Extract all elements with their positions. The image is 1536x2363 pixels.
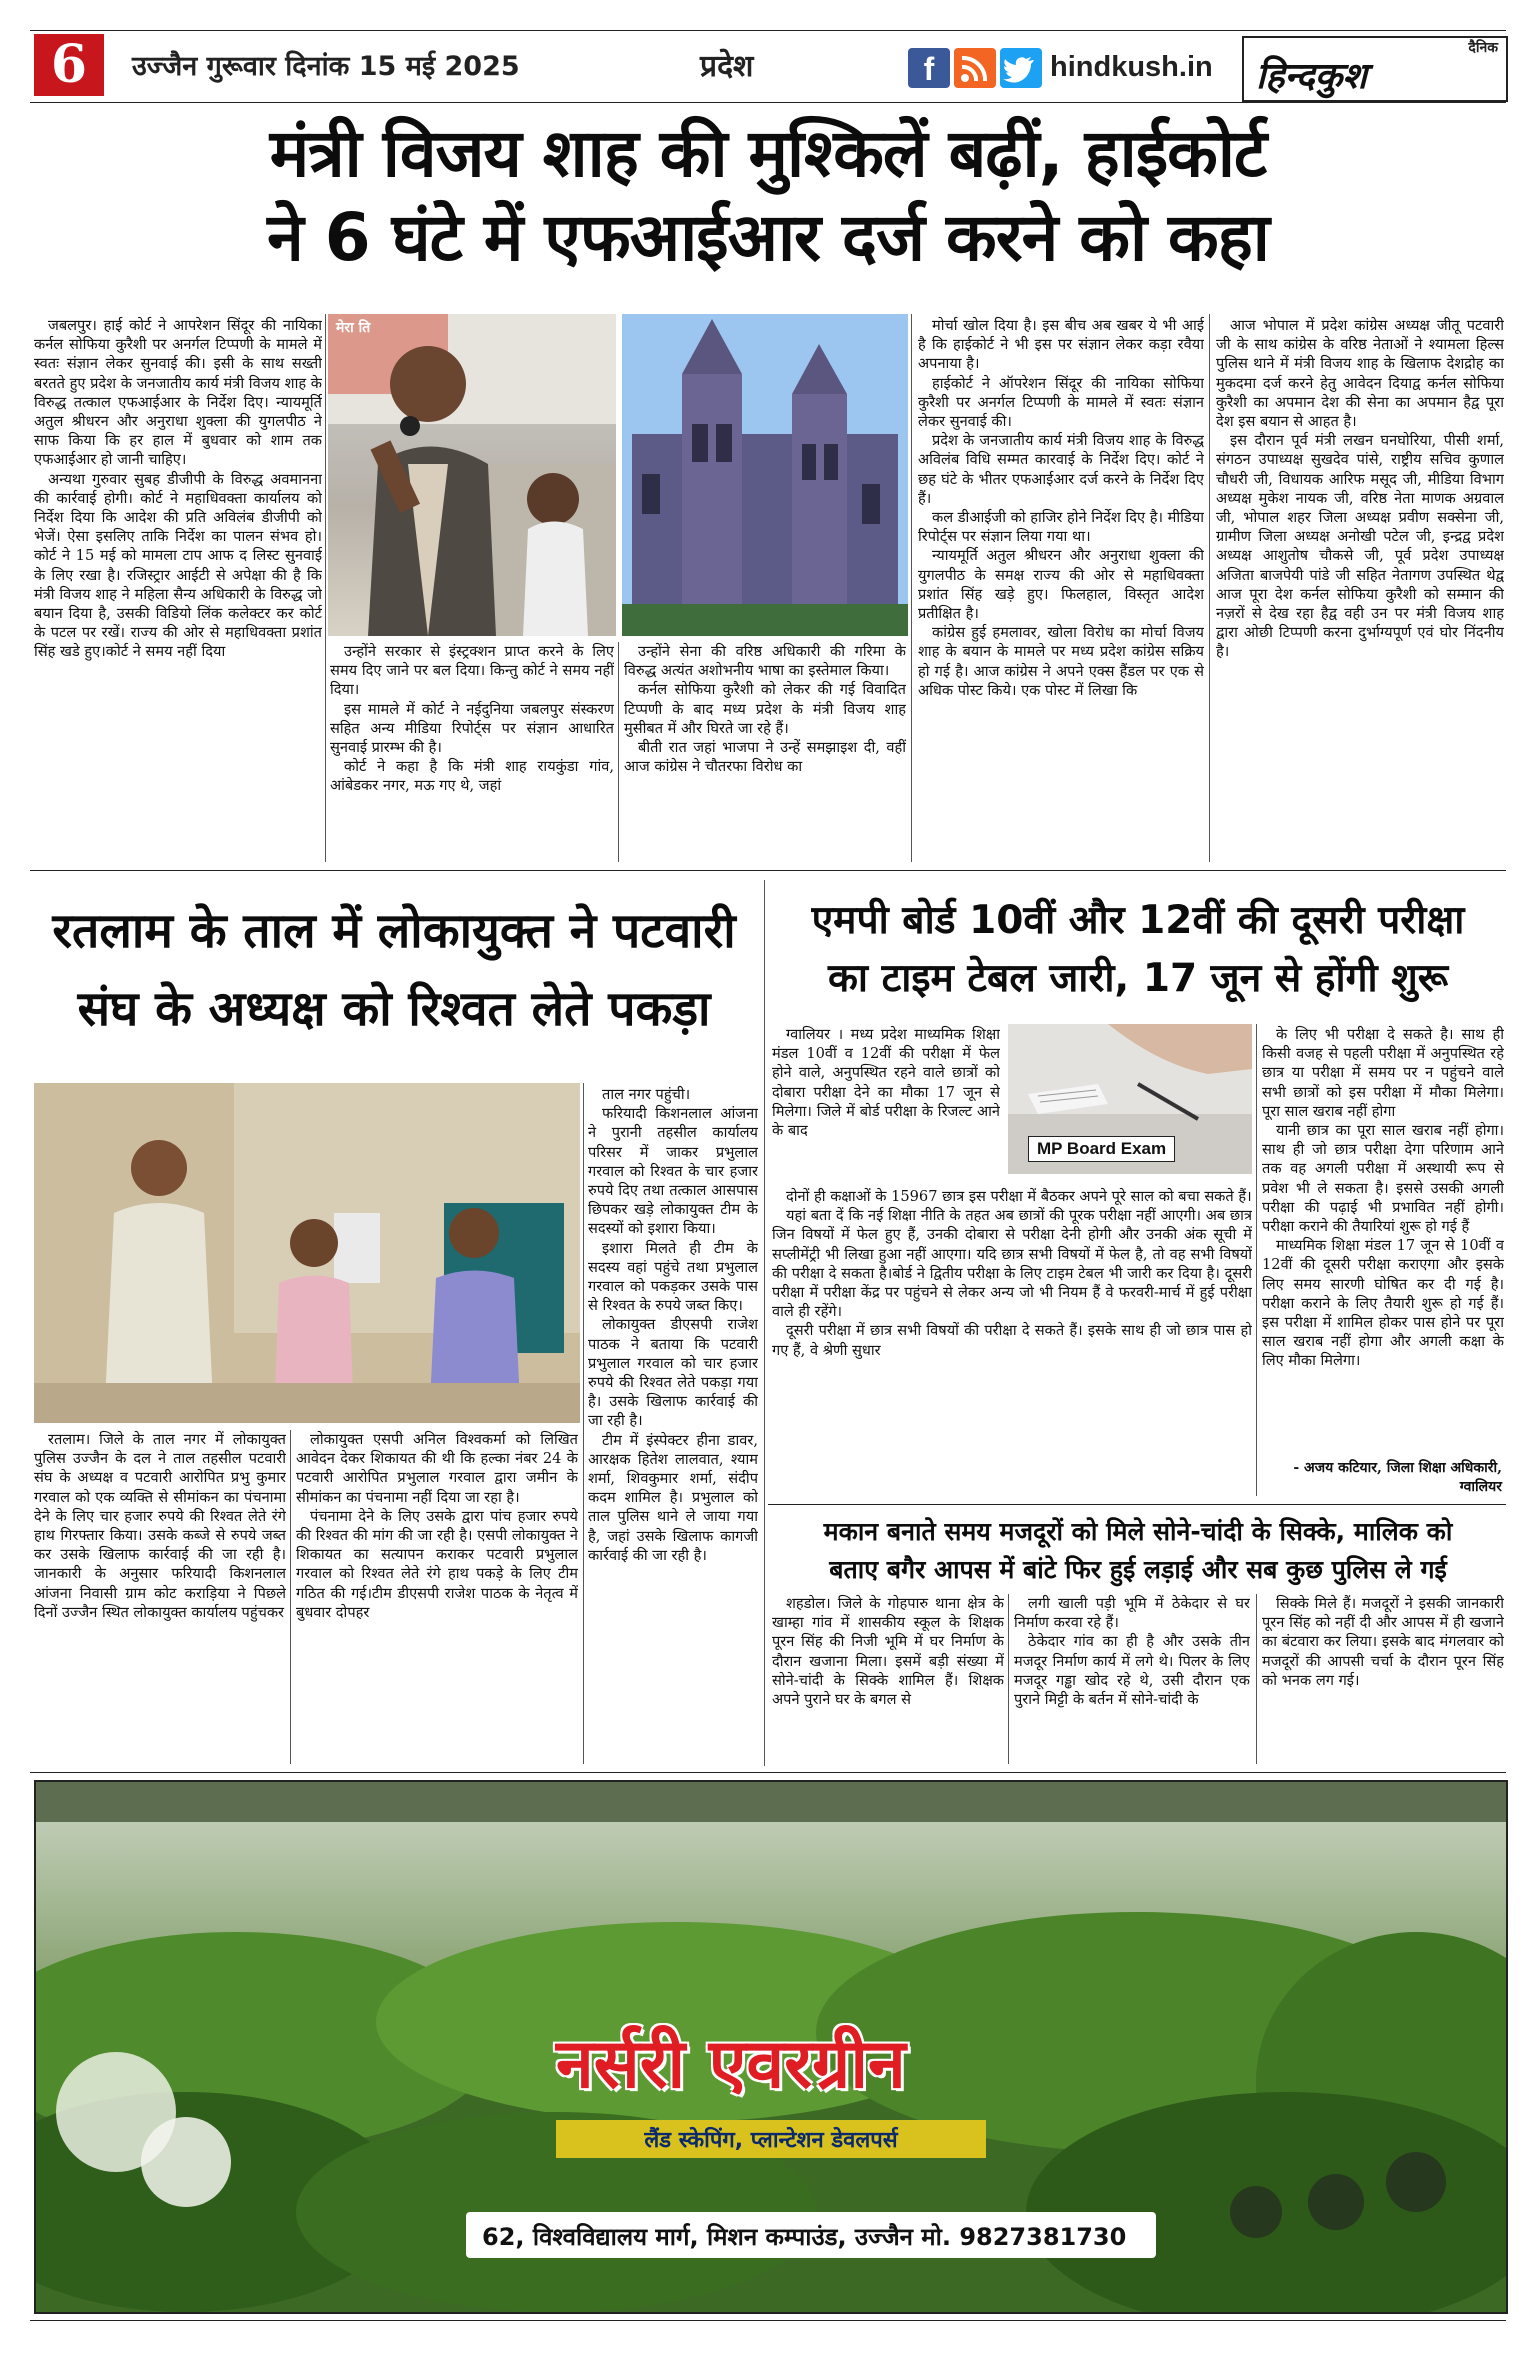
story2-col3-para: लोकायुक्त डीएसपी राजेश पाठक ने बताया कि पटवारी प्रभुलाल गरवाल को चार हजार रुपये की रिश्वत लेते पकड़ा गया है। उसके खिलाफ कार्रवाई की जा रही है।	[588, 1316, 758, 1430]
story1-col1-para: अन्यथा गुरुवार सुबह डीजीपी के विरुद्ध अवमानना की कार्रवाई होगी। कोर्ट ने महाधिवक्ता कार्यालय को निर्देश दिया कि आदेश की प्रति अविलंब डीजीपी को भेजें। ऐसा इसलिए ताकि निर्देश का पालन संभव हो। कोर्ट ने 15 मई को मामला टाप आफ द लिस्ट सुनवाई के लिए रखा है। रजिस्ट्रार आईटी से अपेक्षा की है कि मंत्री विजय शाह ने महिला सैन्य अधिकारी के विरुद्ध जो बयान दिया है, उसकी विडियो लिंक कलेक्टर कर कोर्ट के पटल पर रखें। राज्य की ओर से महाधिवक्ता प्रशांत सिंह खडे हुए।कोर्ट ने समय नहीं दिया	[34, 470, 322, 661]
story2-col3-para: फरियादी किशनलाल आंजना ने पुरानी तहसील कार्यालय परिसर में जाकर प्रभुलाल गरवाल को रिश्वत के चार हजार रुपये दिए तथा तत्काल आसपास छिपकर खड़े लोकायुक्त टीम के सदस्यों को इशारा किया।	[588, 1105, 758, 1238]
high-court-photo	[622, 314, 908, 636]
section-name: प्रदेश	[700, 49, 754, 84]
website-url[interactable]: hindkush.in	[1050, 51, 1213, 83]
story3-col3-para: माध्यमिक शिक्षा मंडल 17 जून से 10वीं व 12वीं की दूसरी परीक्षा कराएगा और इसके लिए समय सारणी घोषित कर दी गई है। परीक्षा कराने के लिए तैयारी शुरू हो गई हैं। इस परीक्षा में शामिल होकर पास होने पर पूरा साल खराब नहीं होगा और अगली कक्षा के लिए मौका मिलेगा।	[1262, 1237, 1504, 1370]
story3-headline-line2: का टाइम टेबल जारी, 17 जून से होंगी शुरू	[827, 956, 1449, 1001]
story2-headline-line2: संघ के अध्यक्ष को रिश्वत लेते पकड़ा	[77, 981, 711, 1037]
story4-headline	[772, 1513, 1504, 1589]
story4-headline-line1: मकान बनाते समय मजदूरों को मिले सोने-चांदी के सिक्के, मालिक को	[823, 1517, 1453, 1546]
paper-logo	[1242, 36, 1508, 102]
story3-column-wide	[772, 1187, 1252, 1494]
story1-col1-para: जबलपुर। हाई कोर्ट ने आपरेशन सिंदूर की नायिका कर्नल सोफिया कुरैशी पर अनर्गल टिप्पणी के मामले में स्वतः संज्ञान लेकर सुनवाई की। इसी के साथ सख्ती बरतते हुए प्रदेश के जनजातीय कार्य मंत्री विजय शाह के विरुद्ध तत्काल एफआईआर के निर्देश दिए। न्यायमूर्ति अतुल श्रीधरन और अनुराधा शुक्ला की युगलपीठ ने साफ किया कि हर हाल में बुधवार को शाम तक एफआईआर हो जानी चाहिए।	[34, 317, 322, 469]
story1-col2-para: इस मामले में कोर्ट ने नईदुनिया जबलपुर संस्करण सहित अन्य मीडिया रिपोर्ट्स पर संज्ञान आधारित सुनवाई प्रारम्भ की है।	[330, 700, 614, 757]
story2-col3-para: ताल नगर पहुंची।	[602, 1086, 691, 1103]
ad-address: 62, विश्वविद्यालय मार्ग, मिशन कम्पाउंड, उज्जैन मो. 9827381730	[482, 2223, 1127, 2251]
story3-col3-para: यानी छात्र का पूरा साल खराब नहीं होगा। साथ ही जो छात्र परीक्षा देगा परिणाम आने तक वह अगली परीक्षा में अस्थायी रूप से प्रवेश भी ले सकता है। इससे उसकी अगली परीक्षा की पढ़ाई भी प्रभावित नहीं होगी। परीक्षा कराने की तैयारियां शुरू हो गई हैं	[1262, 1122, 1504, 1236]
story3-wide-para: यहां बता दें कि नई शिक्षा नीति के तहत अब छात्रों की पूरक परीक्षा नहीं आएगी। अब छात्र जिन विषयों में फेल हुए हैं, उनकी दोबारा से परीक्षा देनी होगी और उनकी अंक सूची में सप्लीमेंट्री भी लिखा हुआ नहीं आएगा। यदि छात्र सभी विषयों में फेल है, तो वह सभी विषयों की परीक्षा दे सकता है।बोर्ड ने द्वितीय परीक्षा के लिए टाइम टेबल भी जारी कर दिया है। दूसरी परीक्षा में परीक्षा केंद्र पर पहुंचने से लेकर अन्य जो भी नियम हैं वे फरवरी-मार्च में हुई परीक्षा वाले ही रहेंगे।	[772, 1207, 1252, 1321]
ad-title: नर्सरी एवरग्रीन	[556, 2025, 906, 2104]
story1-col4-para: न्यायमूर्ति अतुल श्रीधरन और अनुराधा शुक्ला की युगलपीठ के समक्ष राज्य की ओर से महाधिवक्ता प्रशांत सिंह खड़े हुए। फिलहाल, विस्तृत आदेश प्रतीक्षित है।	[918, 547, 1204, 623]
story2-column-2	[296, 1430, 578, 1764]
story1-col4-para: हाईकोर्ट ने ऑपरेशन सिंदूर की नायिका सोफिया कुरैशी पर अनर्गल टिप्पणी के मामले में स्वतः संज्ञान लेकर सुनवाई की।	[918, 374, 1204, 431]
story4-col3-para: सिक्के मिले हैं। मजदूरों ने इसकी जानकारी पूरन सिंह को नहीं दी और आपस में ही खजाने का बंटवारा कर लिया। इसके बाद मंगलवार को मजदूरों की आपसी चर्चा के दौरान पूरन सिंह को भनक लग गई।	[1262, 1595, 1504, 1689]
photo-banner-text: मेरा ति	[336, 320, 371, 336]
story1-col4-para: प्रदेश के जनजातीय कार्य मंत्री विजय शाह के विरुद्ध अविलंब विधि सम्मत कारवाई के निर्देश दिए। कोर्ट ने छह घंटे के भीतर एफआईआर दर्ज करने के निर्देश दिए हैं।	[918, 432, 1204, 507]
story1-headline-line1: मंत्री विजय शाह की मुश्किलें बढ़ीं, हाईकोर्ट	[269, 115, 1267, 192]
story3-column-1-top	[772, 1025, 1000, 1187]
story1-headline	[40, 112, 1496, 280]
story1-col5-para: इस दौरान पूर्व मंत्री लखन घनघोरिया, पीसी शर्मा, संगठन उपाध्यक्ष सुखदेव पांसे, राष्ट्रीय सचिव कुणाल चौधरी जी, विधायक आरिफ मसूद जी, मीडिया विभाग अध्यक्ष मुकेश नायक जी, वरिष्ठ नेता माणक अग्रवाल जी, भोपाल शहर जिला अध्यक्ष प्रवीण सक्सेना जी, ग्रामीण जिला अध्यक्ष अनोखी पटेल जी, इन्द्रद्व प्रदेश अध्यक्ष आशुतोष चौकसे जी, पूर्व प्रदेश उपाध्यक्ष अजिता बाजपेयी पांडे जी सहित नेतागण उपस्थित थेद्व आज पूरा देश कर्नल सोफिया कुरैशी को सम्मान की नज़रों से देख रहा हैद्व वही उन पर मंत्री विजय शाह द्वारा ओछी टिप्पणी करना दुर्भाग्यपूर्ण एवं घोर निंदनीय है।	[1216, 432, 1504, 661]
story3-headline	[772, 892, 1504, 1008]
story3-wide-para: दोनों ही कक्षाओं के 15967 छात्र इस परीक्षा में बैठकर अपने पूरे साल को बचा सकते हैं।	[786, 1188, 1252, 1205]
story1-col2-para: उन्होंने सरकार से इंस्ट्रक्शन प्राप्त करने के लिए समय दिए जाने पर बल दिया। किन्तु कोर्ट ने समय नहीं दिया।	[330, 643, 614, 699]
story1-col2-para: कोर्ट ने कहा है कि मंत्री शाह रायकुंडा गांव, आंबेडकर नगर, मऊ गए थे, जहां	[330, 758, 614, 795]
story4-col2-para: लगी खाली पड़ी भूमि में ठेकेदार से घर निर्माण करवा रहे हैं।	[1014, 1595, 1250, 1632]
story2-col3-para: टीम में इंस्पेक्टर हीना डावर, आरक्षक हितेश लालवात, श्याम शर्मा, शिवकुमार शर्मा, संदीप कदम शामिल है। प्रभुलाल को ताल पुलिस थाने ले जाया गया है, जहां उसके खिलाफ कागजी कार्रवाई की जा रही है।	[588, 1431, 758, 1564]
story4-headline-line2: बताए बगैर आपस में बांटे फिर हुई लड़ाई और सब कुछ पुलिस ले गई	[829, 1555, 1447, 1584]
story1-col3-para: उन्होंने सेना की वरिष्ठ अधिकारी की गरिमा के विरुद्ध अत्यंत अशोभनीय भाषा का इस्तेमाल किया।	[624, 643, 906, 680]
paper-name: हिन्दकुश	[1256, 55, 1367, 97]
page-number: 6	[34, 34, 104, 96]
story1-col3-para: कर्नल सोफिया कुरैशी को लेकर की गई विवादित टिप्पणी के बाद मध्य प्रदेश के मंत्री विजय शाह मुसीबत में और घिरते जा रहे हैं।	[624, 681, 906, 737]
story1-col3-para: बीती रात जहां भाजपा ने उन्हें समझाइश दी, वहीं आज कांग्रेस ने चौतरफा विरोध का	[624, 739, 906, 776]
story2-col2-para: पंचनामा देने के लिए उसके द्वारा पांच हजार रुपये की रिश्वत की मांग की जा रही है। एसपी लोकायुक्त ने शिकायत का सत्यापन कराकर पटवारी प्रभुलाल गरवाल को रिश्वत लेते रंगे हाथ पकड़े के लिए टीम गठित की गई।टीम डीएसपी राजेश पाठक के नेतृत्व में बुधवार दोपहर	[296, 1507, 578, 1621]
story1-col4-para: कल डीआईजी को हाजिर होने निर्देश दिए है। मीडिया रिपोर्ट्स पर संज्ञान लिया गया था।	[918, 509, 1204, 546]
story2-col2-para: लोकायुक्त एसपी अनिल विश्वकर्मा को लिखित आवेदन देकर शिकायत की थी कि हल्का नंबर 24 के पटवारी आरोपित प्रभुलाल गरवाल द्वारा जमीन के सीमांकन का पंचनामा नहीं दिया जा रहा है।	[296, 1431, 578, 1506]
story4-col1-para: शहडोल। जिले के गोहपारु थाना क्षेत्र के खाम्हा गांव में शासकीय स्कूल के शिक्षक पूरन सिंह की निजी भूमि में घर निर्माण के दौरान खजाना मिला। इसमें बड़ी संख्या में सोने-चांदी के सिक्के शामिल हैं। शिक्षक अपने पुराने घर के बगल से	[772, 1595, 1004, 1709]
story4-column-1	[772, 1594, 1004, 1764]
lokayukta-photo	[34, 1083, 580, 1423]
story2-column-3	[588, 1085, 758, 1764]
story1-col4-para: कांग्रेस हुई हमलावर, खोला विरोध का मोर्चा विजय शाह के बयान के मामले पर मध्य प्रदेश कांग्रेस सक्रिय हो गई है। आज कांग्रेस ने अपने एक्स हैंडल पर एक से अधिक पोस्ट किये। एक पोस्ट में लिखा कि	[918, 624, 1204, 699]
story1-headline-line2: ने 6 घंटे में एफआईआर दर्ज करने को कहा	[267, 199, 1269, 276]
story3-byline-name: - अजय कटियार, जिला शिक्षा अधिकारी,	[1293, 1460, 1502, 1476]
twitter-icon[interactable]	[1000, 48, 1042, 88]
story1-column-1	[34, 316, 322, 861]
story3-col3-para: के लिए भी परीक्षा दे सकते है। साथ ही किसी वजह से पहली परीक्षा में अनुपस्थित रहे छात्र या परीक्षा में समय पर न पहुंचने वाले सभी छात्रों को इस परीक्षा में मौका मिलेगा। पूरा साल खराब नहीं होगा	[1262, 1026, 1504, 1120]
social-icons	[908, 48, 1042, 88]
story2-headline-line1: रतलाम के ताल में लोकायुक्त ने पटवारी	[52, 903, 736, 959]
story4-column-3	[1262, 1594, 1504, 1764]
story3-column-3	[1262, 1025, 1504, 1455]
story3-wide-para: दूसरी परीक्षा में छात्र सभी विषयों की परीक्षा दे सकते हैं। इसके साथ ही जो छात्र पास हो गए हैं, वे श्रेणी सुधार	[772, 1322, 1252, 1359]
story1-col4-para: मोर्चा खोल दिया है। इस बीच अब खबर ये भी आई है कि हाईकोर्ट ने भी इस पर संज्ञान लेकर कड़ा रवैया अपनाया है।	[918, 317, 1204, 373]
story2-col1-para: रतलाम। जिले के ताल नगर में लोकायुक्त पुलिस उज्जैन के दल ने ताल तहसील पटवारी संघ के अध्यक्ष व पटवारी आरोपित प्रभु कुमार गरवाल को एक व्यक्ति से सीमांकन का पंचनामा देने के लिए चार हजार रुपये की रिश्वत लेते रंगे हाथ गिरफ्तार किया। उसके कब्जे से रुपये जब्त कर उसके खिलाफ कार्रवाई की जा रही है। जानकारी के अनुसार फरियादी किशनलाल आंजना निवासी ग्राम कोट कराड़िया ने पिछले दिनों उज्जैन स्थित लोकायुक्त कार्यालय पहुंचकर	[34, 1431, 286, 1621]
story4-col2-para: ठेकेदार गांव का ही है और उसके तीन मजदूर निर्माण कार्य में लगे थे। पिलर के लिए मजदूर गड्ढा खोद रहे थे, उसी दौरान एक पुराने मिट्टी के बर्तन में सोने-चांदी के	[1014, 1633, 1250, 1709]
story3-headline-line1: एमपी बोर्ड 10वीं और 12वीं की दूसरी परीक्षा	[811, 898, 1465, 943]
story2-column-1	[34, 1430, 286, 1764]
story2-col3-para: इशारा मिलते ही टीम के सदस्य वहां पहुंचे तथा प्रभुलाल गरवाल को पकड़कर उसके पास से रिश्वत के रुपये जब्त किए।	[588, 1239, 758, 1315]
rss-icon[interactable]	[954, 48, 996, 88]
story1-column-2	[330, 642, 614, 861]
photo-caption-badge: MP Board Exam	[1028, 1136, 1175, 1162]
mp-board-exam-photo	[1008, 1024, 1252, 1174]
story3-byline-place: ग्वालियर	[1459, 1479, 1502, 1495]
story1-column-4	[918, 316, 1204, 861]
story4-column-2	[1014, 1594, 1250, 1764]
story1-column-3	[624, 642, 906, 861]
facebook-icon[interactable]: f	[908, 48, 950, 88]
minister-photo	[328, 314, 616, 636]
story1-column-5	[1216, 316, 1504, 861]
story1-col5-para: आज भोपाल में प्रदेश कांग्रेस अध्यक्ष जीतू पटवारी जी के साथ कांग्रेस के वरिष्ठ नेताओं ने श्यामला हिल्स पुलिस थाने में मंत्री विजय शाह के खिलाफ देशद्रोह का मुकदमा दर्ज करने हेतु आवेदन दियाद्व कर्नल सोफिया कुरैशी का अपमान देश की सेना का अपमान हैद्व पूरा देश इस बयान से आहत है।	[1216, 317, 1504, 431]
dateline: उज्जैन गुरूवार दिनांक 15 मई 2025	[132, 51, 520, 82]
ad-subtitle: लैंड स्केपिंग, प्लान्टेशन डेवलपर्स	[556, 2120, 986, 2158]
story3-col1-para: ग्वालियर । मध्य प्रदेश माध्यमिक शिक्षा मंडल 10वीं व 12वीं की परीक्षा में फेल होने वाले, अनुपस्थित रहने वाले छात्रों को दोबारा परीक्षा देने का मौका 17 जून से मिलेगा। जिले में बोर्ड परीक्षा के रिजल्ट आने के बाद	[772, 1026, 1000, 1140]
paper-tagline: दैनिक	[1468, 40, 1498, 56]
story2-headline	[34, 892, 754, 1048]
nursery-advertisement[interactable]	[34, 1780, 1508, 2314]
